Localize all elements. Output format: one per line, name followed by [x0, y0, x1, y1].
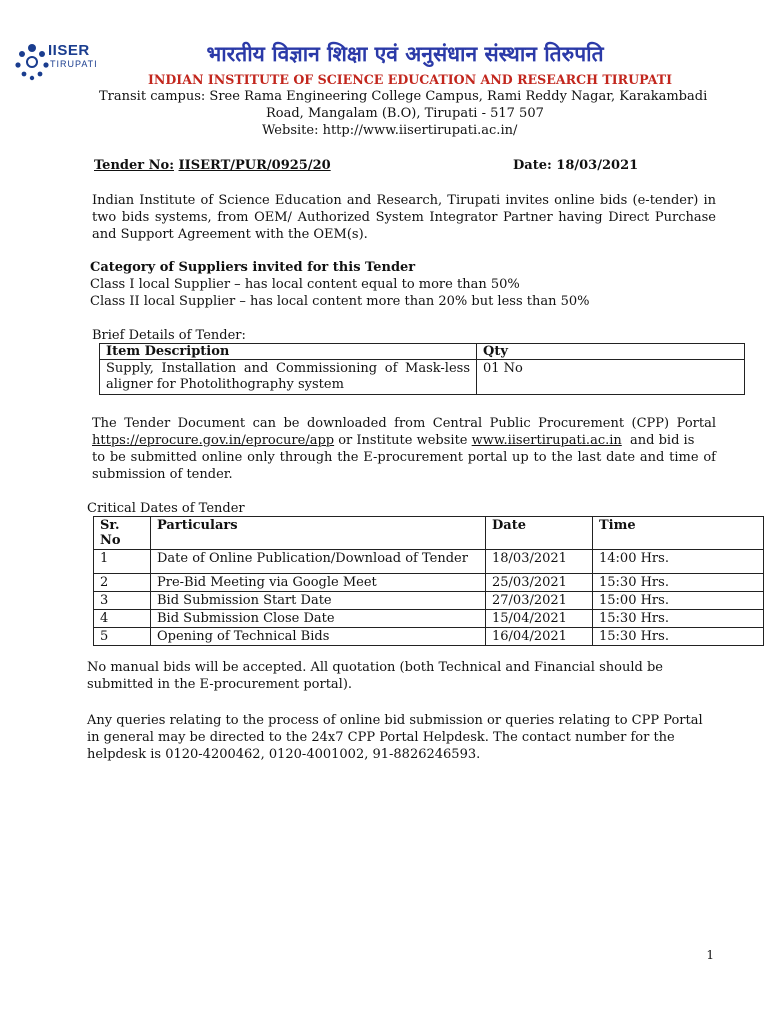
intro-line: Indian Institute of Science Education and Research, Tirupati invites online bids (e-tender) in: [92, 193, 716, 208]
item-line: aligner for Photolithography system: [106, 377, 344, 392]
table-cell: Date of Online Publication/Download of Tender: [151, 550, 486, 574]
brief-table: [99, 343, 745, 395]
category-section: [90, 259, 590, 310]
cpp-portal-link[interactable]: https://eprocure.gov.in/eprocure/app: [92, 433, 335, 448]
intro-paragraph: [92, 192, 716, 243]
download-line: submission of tender.: [92, 467, 233, 482]
institute-name: INDIAN INSTITUTE OF SCIENCE EDUCATION AND RESEARCH TIRUPATI: [147, 72, 672, 87]
critical-label: Critical Dates of Tender: [87, 501, 245, 516]
table-cell: 27/03/2021: [486, 592, 593, 610]
table-header-cell: Particulars: [151, 517, 486, 550]
table-cell: 15:00 Hrs.: [593, 592, 764, 610]
page-number: 1: [706, 948, 714, 962]
note-line: No manual bids will be accepted. All quotation (both Technical and Financial should be: [87, 660, 663, 675]
table-cell: 1: [94, 550, 151, 574]
website-line: Website: http://www.iisertirupati.ac.in/: [262, 123, 518, 138]
hindi-title: भारतीय विज्ञान शिक्षा एवं अनुसंधान संस्थान तिरुपति: [206, 42, 604, 66]
table-header-cell: Sr. No: [94, 517, 151, 550]
note-line: in general may be directed to the 24x7 CPP Portal Helpdesk. The contact number for the: [87, 730, 675, 745]
table-cell: 5: [94, 628, 151, 646]
table-cell: 15:30 Hrs.: [593, 628, 764, 646]
download-paragraph: [92, 415, 716, 483]
tender-number-line: [94, 157, 331, 174]
table-cell: 14:00 Hrs.: [593, 550, 764, 574]
table-row: [94, 610, 764, 628]
institute-website-link[interactable]: www.iisertirupati.ac.in: [471, 433, 622, 448]
table-cell: 16/04/2021: [486, 628, 593, 646]
address-line-1: Transit campus: Sree Rama Engineering College Campus, Rami Reddy Nagar, Karakambadi: [99, 89, 708, 104]
logo-text: IISER: [48, 42, 90, 59]
table-cell: 2: [94, 574, 151, 592]
table-row: [94, 628, 764, 646]
table-cell: 01 No: [477, 360, 745, 395]
table-cell: Bid Submission Close Date: [151, 610, 486, 628]
logo-emblem-icon: [12, 38, 52, 86]
table-header-cell: Item Description: [100, 344, 477, 360]
download-line: [92, 432, 716, 449]
intro-line: two bids systems, from OEM/ Authorized System Integrator Partner having Direct Purchase: [92, 210, 716, 225]
critical-dates-table: [93, 516, 764, 646]
tender-date: Date: 18/03/2021: [513, 158, 639, 173]
table-row: [94, 517, 764, 550]
category-class-2: Class II local Supplier – has local content more than 20% but less than 50%: [90, 294, 590, 309]
manual-bids-note: [87, 659, 663, 693]
category-heading: Category of Suppliers invited for this Tender: [90, 260, 416, 275]
table-cell: Bid Submission Start Date: [151, 592, 486, 610]
note-line: submitted in the E-procurement portal).: [87, 677, 353, 692]
table-cell: 18/03/2021: [486, 550, 593, 574]
table-row: [100, 360, 745, 395]
table-cell: Opening of Technical Bids: [151, 628, 486, 646]
note-line: Any queries relating to the process of online bid submission or queries relating to CPP Portal: [87, 713, 703, 728]
brief-label: Brief Details of Tender:: [92, 328, 246, 343]
tender-number: IISERT/PUR/0925/20: [178, 158, 331, 173]
table-cell: 3: [94, 592, 151, 610]
table-header-cell: Date: [486, 517, 593, 550]
iiser-logo: [12, 38, 98, 88]
download-text: and bid is: [621, 433, 695, 448]
table-row: [100, 344, 745, 360]
table-cell: 15/04/2021: [486, 610, 593, 628]
category-class-1: Class I local Supplier – has local content equal to more than 50%: [90, 277, 520, 292]
table-header-cell: Qty: [477, 344, 745, 360]
logo-subtext: TIRUPATI: [50, 59, 98, 69]
table-cell: 15:30 Hrs.: [593, 574, 764, 592]
note-line: helpdesk is 0120-4200462, 0120-4001002, 91-8826246593.: [87, 747, 481, 762]
intro-line: and Support Agreement with the OEM(s).: [92, 227, 368, 242]
table-cell: [100, 360, 477, 395]
table-row: [94, 574, 764, 592]
table-row: [94, 592, 764, 610]
table-cell: 4: [94, 610, 151, 628]
download-text: or Institute website: [334, 433, 472, 448]
table-header-cell: Time: [593, 517, 764, 550]
tender-label: Tender No:: [94, 158, 174, 173]
queries-note: [87, 712, 703, 763]
download-line: to be submitted online only through the E-procurement portal up to the last date and time of: [92, 450, 716, 465]
item-line: Supply, Installation and Commissioning of Mask-less: [106, 361, 470, 376]
address-line-2: Road, Mangalam (B.O), Tirupati - 517 507: [266, 106, 544, 121]
table-cell: 15:30 Hrs.: [593, 610, 764, 628]
table-row: [94, 550, 764, 574]
table-cell: Pre-Bid Meeting via Google Meet: [151, 574, 486, 592]
table-cell: 25/03/2021: [486, 574, 593, 592]
download-line: The Tender Document can be downloaded from Central Public Procurement (CPP) Portal: [92, 416, 716, 431]
